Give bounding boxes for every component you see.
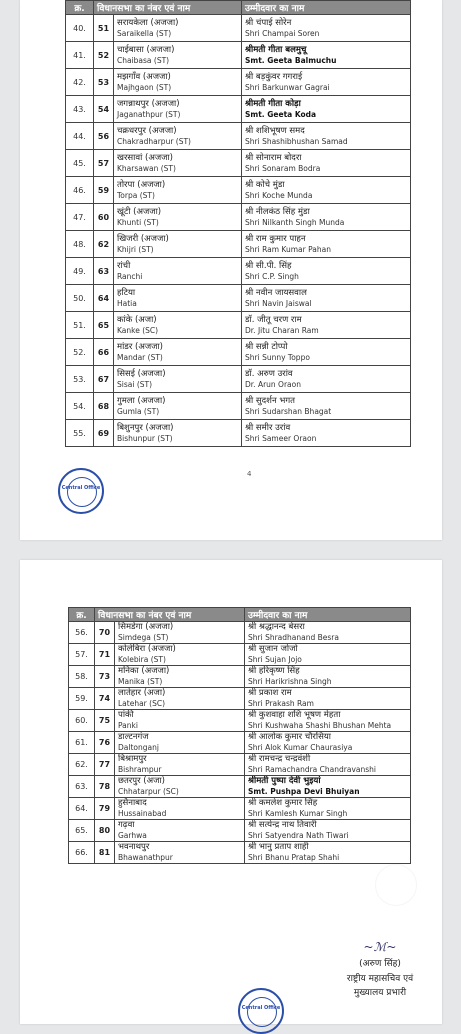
candidate-table-page-1	[65, 0, 411, 447]
serial-number: 47.	[66, 204, 94, 231]
constituency-number: 68	[94, 393, 114, 420]
candidate-name-hindi: श्री हरिकृष्ण सिंह	[248, 666, 300, 676]
header-candidate: उम्मीदवार का नाम	[245, 608, 411, 622]
serial-number: 54.	[66, 393, 94, 420]
constituency-cell	[114, 42, 242, 69]
candidate-cell	[242, 42, 411, 69]
candidate-name-hindi: श्री शशिभूषण समद	[245, 125, 305, 136]
candidate-cell	[242, 393, 411, 420]
constituency-number: 51	[94, 15, 114, 42]
candidate-name-hindi: श्रीमती गीता कोड़ा	[245, 98, 301, 109]
constituency-name-english: Hatia	[117, 298, 137, 308]
candidate-name-hindi: श्री सुदर्शन भगत	[245, 395, 295, 406]
candidate-name-english: Shri C.P. Singh	[245, 271, 299, 281]
candidate-name-english: Dr. Arun Oraon	[245, 379, 301, 389]
candidate-name-hindi: श्री आलोक कुमार चौरसिया	[248, 732, 331, 742]
table-row	[69, 842, 411, 864]
constituency-number: 59	[94, 177, 114, 204]
candidate-name-hindi: श्री नवीन जायसवाल	[245, 287, 307, 298]
candidate-name-english: Shri Sujan Jojo	[248, 655, 302, 664]
constituency-name-hindi: चक्रधरपुर (अजजा)	[117, 125, 177, 136]
constituency-cell	[114, 204, 242, 231]
candidate-name-english: Shri Sameer Oraon	[245, 433, 317, 443]
table-row	[69, 644, 411, 666]
constituency-cell	[114, 150, 242, 177]
candidate-name-english: Smt. Geeta Balmuchu	[245, 55, 337, 65]
candidate-cell	[242, 69, 411, 96]
candidate-name-hindi: डॉ. जीतू चरण राम	[245, 314, 302, 325]
serial-number: 50.	[66, 285, 94, 312]
candidate-name-hindi: श्रीमती गीता बलमुचू	[245, 44, 307, 55]
constituency-name-english: Bhawanathpur	[118, 853, 173, 862]
serial-number: 63.	[69, 776, 95, 798]
constituency-number: 57	[94, 150, 114, 177]
constituency-cell	[115, 798, 245, 820]
constituency-name-hindi: गुमला (अजजा)	[117, 395, 166, 406]
table-row	[69, 754, 411, 776]
constituency-cell	[115, 710, 245, 732]
constituency-name-hindi: हुसैनाबाद	[118, 798, 147, 808]
serial-number: 64.	[69, 798, 95, 820]
constituency-name-hindi: लातेहार (अजा)	[118, 688, 166, 698]
table-row	[66, 339, 411, 366]
candidate-name-english: Shri Ram Kumar Pahan	[245, 244, 331, 254]
candidate-name-hindi: श्री श्रद्धानन्द बेसरा	[248, 622, 305, 632]
candidate-name-english: Smt. Pushpa Devi Bhuiyan	[248, 787, 360, 796]
candidate-cell	[245, 820, 411, 842]
constituency-cell	[114, 123, 242, 150]
candidate-name-hindi: श्री कुशवाहा शशि भूषण मेहता	[248, 710, 341, 720]
serial-number: 55.	[66, 420, 94, 447]
serial-number: 66.	[69, 842, 95, 864]
document-page-2	[20, 560, 442, 1024]
candidate-name-english: Smt. Geeta Koda	[245, 109, 317, 119]
constituency-name-english: Gumla (ST)	[117, 406, 160, 416]
constituency-name-hindi: डाल्टनगंज	[118, 732, 149, 742]
candidate-name-english: Shri Champai Soren	[245, 28, 320, 38]
constituency-cell	[115, 820, 245, 842]
candidate-name-english: Dr. Jitu Charan Ram	[245, 325, 319, 335]
table-row	[66, 15, 411, 42]
table-row	[66, 42, 411, 69]
signature-block	[320, 940, 440, 1000]
constituency-name-english: Ranchi	[117, 271, 143, 281]
constituency-number: 69	[94, 420, 114, 447]
constituency-number: 77	[95, 754, 115, 776]
constituency-name-english: Latehar (SC)	[118, 699, 165, 708]
constituency-name-hindi: खिजरी (अजजा)	[117, 233, 169, 244]
constituency-number: 79	[95, 798, 115, 820]
signatory-name: (अरुण सिंह)	[359, 959, 401, 969]
candidate-name-english: Shri Harikrishna Singh	[248, 677, 332, 686]
constituency-name-english: Manika (ST)	[118, 677, 163, 686]
table-row	[66, 231, 411, 258]
constituency-number: 54	[94, 96, 114, 123]
constituency-name-english: Sisai (ST)	[117, 379, 153, 389]
header-constituency: विधानसभा का नंबर एवं नाम	[95, 608, 245, 622]
candidate-cell	[245, 666, 411, 688]
table-row	[69, 622, 411, 644]
candidate-name-english: Shri Shashibhushan Samad	[245, 136, 348, 146]
constituency-name-english: Daltonganj	[118, 743, 159, 752]
serial-number: 57.	[69, 644, 95, 666]
constituency-cell	[115, 776, 245, 798]
candidate-name-hindi: श्री बड़कुंवर गगराई	[245, 71, 303, 82]
constituency-name-hindi: भवनाथपुर	[118, 842, 150, 852]
constituency-name-hindi: कांके (अजा)	[117, 314, 157, 325]
candidate-name-hindi: डॉ. अरुण उरांव	[245, 368, 293, 379]
constituency-name-english: Kolebira (ST)	[118, 655, 166, 664]
table-row	[66, 258, 411, 285]
candidate-name-hindi: श्री सन्नी टोप्पो	[245, 341, 288, 352]
candidate-cell	[245, 644, 411, 666]
constituency-number: 74	[95, 688, 115, 710]
constituency-cell	[115, 666, 245, 688]
constituency-name-english: Panki	[118, 721, 138, 730]
serial-number: 48.	[66, 231, 94, 258]
serial-number: 43.	[66, 96, 94, 123]
candidate-cell	[242, 204, 411, 231]
table-row	[66, 204, 411, 231]
candidate-name-hindi: श्री कोचे मुंडा	[245, 179, 285, 190]
constituency-number: 66	[94, 339, 114, 366]
constituency-number: 64	[94, 285, 114, 312]
constituency-cell	[114, 285, 242, 312]
faded-watermark-icon	[375, 864, 417, 906]
candidate-name-hindi: श्री सत्येन्द्र नाथ तिवारी	[248, 820, 317, 830]
candidate-name-english: Shri Sunny Toppo	[245, 352, 310, 362]
table-row	[69, 688, 411, 710]
candidate-name-hindi: श्री रामचन्द्र चन्द्रवंशी	[248, 754, 311, 764]
header-sno: क्र.	[69, 608, 95, 622]
constituency-name-english: Jaganathpur (ST)	[117, 109, 181, 119]
candidate-name-english: Shri Sonaram Bodra	[245, 163, 321, 173]
table-row	[69, 798, 411, 820]
constituency-name-hindi: मनिका (अजजा)	[118, 666, 170, 676]
constituency-cell	[114, 177, 242, 204]
constituency-name-hindi: तोरपा (अजजा)	[117, 179, 166, 190]
serial-number: 53.	[66, 366, 94, 393]
serial-number: 52.	[66, 339, 94, 366]
constituency-cell	[114, 420, 242, 447]
table-row	[69, 666, 411, 688]
table-header-row	[69, 608, 411, 622]
candidate-name-hindi: श्री सी.पी. सिंह	[245, 260, 292, 271]
constituency-name-hindi: रांची	[117, 260, 131, 271]
constituency-number: 60	[94, 204, 114, 231]
candidate-cell	[242, 420, 411, 447]
constituency-name-hindi: खरसावां (अजजा)	[117, 152, 173, 163]
candidate-cell	[242, 312, 411, 339]
serial-number: 44.	[66, 123, 94, 150]
constituency-name-english: Chakradharpur (ST)	[117, 136, 191, 146]
header-sno: क्र.	[66, 1, 94, 15]
constituency-number: 56	[94, 123, 114, 150]
constituency-cell	[114, 366, 242, 393]
table-row	[66, 420, 411, 447]
constituency-name-english: Khunti (ST)	[117, 217, 159, 227]
constituency-name-hindi: कोलेबिरा (अजजा)	[118, 644, 176, 654]
constituency-cell	[114, 96, 242, 123]
candidate-name-english: Shri Alok Kumar Chaurasiya	[248, 743, 353, 752]
constituency-name-english: Torpa (ST)	[117, 190, 155, 200]
table-row	[66, 69, 411, 96]
table-row	[69, 732, 411, 754]
candidate-name-hindi: श्री कमलेश कुमार सिंह	[248, 798, 318, 808]
serial-number: 59.	[69, 688, 95, 710]
constituency-name-hindi: बिश्रामपुर	[118, 754, 147, 764]
table-row	[66, 312, 411, 339]
table-row	[66, 285, 411, 312]
constituency-name-hindi: पांकी	[118, 710, 134, 720]
candidate-cell	[245, 798, 411, 820]
constituency-name-hindi: मांडर (अजजा)	[117, 341, 163, 352]
candidate-cell	[245, 622, 411, 644]
page-number: 4	[247, 470, 252, 478]
constituency-cell	[114, 258, 242, 285]
serial-number: 40.	[66, 15, 94, 42]
constituency-cell	[115, 842, 245, 864]
constituency-number: 53	[94, 69, 114, 96]
constituency-name-hindi: मझगाँव (अजजा)	[117, 71, 171, 82]
constituency-number: 78	[95, 776, 115, 798]
constituency-name-english: Hussainabad	[118, 809, 167, 818]
constituency-name-english: Kanke (SC)	[117, 325, 159, 335]
constituency-number: 71	[95, 644, 115, 666]
serial-number: 62.	[69, 754, 95, 776]
candidate-cell	[242, 150, 411, 177]
candidate-cell	[242, 231, 411, 258]
constituency-name-english: Khijri (ST)	[117, 244, 154, 254]
handwritten-signature: ~ℳ~	[363, 940, 397, 954]
serial-number: 41.	[66, 42, 94, 69]
candidate-name-hindi: श्री सोनाराम बोदरा	[245, 152, 302, 163]
constituency-cell	[114, 231, 242, 258]
constituency-cell	[114, 312, 242, 339]
candidate-cell	[242, 366, 411, 393]
candidate-name-hindi: श्री भानु प्रताप शाही	[248, 842, 309, 852]
table-row	[66, 123, 411, 150]
candidate-name-english: Shri Nilkanth Singh Munda	[245, 217, 345, 227]
constituency-number: 73	[95, 666, 115, 688]
constituency-name-english: Saraikella (ST)	[117, 28, 172, 38]
serial-number: 49.	[66, 258, 94, 285]
constituency-name-english: Majhgaon (ST)	[117, 82, 172, 92]
candidate-cell	[245, 688, 411, 710]
constituency-number: 75	[95, 710, 115, 732]
constituency-number: 65	[94, 312, 114, 339]
candidate-name-english: Shri Prakash Ram	[248, 699, 314, 708]
constituency-name-english: Kharsawan (ST)	[117, 163, 176, 173]
header-candidate: उम्मीदवार का नाम	[242, 1, 411, 15]
candidate-table-page-2	[68, 607, 411, 864]
table-row	[66, 393, 411, 420]
candidate-name-english: Shri Navin Jaiswal	[245, 298, 312, 308]
constituency-name-hindi: गढ़वा	[118, 820, 135, 830]
constituency-name-hindi: सिमडेगा (अजजा)	[118, 622, 174, 632]
constituency-name-english: Simdega (ST)	[118, 633, 169, 642]
constituency-name-hindi: छतरपुर (अजा)	[118, 776, 165, 786]
serial-number: 60.	[69, 710, 95, 732]
table-row	[69, 710, 411, 732]
candidate-name-english: Shri Kamlesh Kumar Singh	[248, 809, 348, 818]
candidate-name-hindi: श्री चंपाई सोरेन	[245, 17, 292, 28]
candidate-cell	[245, 776, 411, 798]
constituency-cell	[114, 339, 242, 366]
constituency-number: 80	[95, 820, 115, 842]
candidate-name-hindi: श्री प्रकाश राम	[248, 688, 292, 698]
constituency-name-hindi: बिशुनपुर (अजजा)	[117, 422, 174, 433]
candidate-cell	[245, 842, 411, 864]
constituency-cell	[114, 393, 242, 420]
table-row	[66, 177, 411, 204]
signatory-title-line2: मुख्यालय प्रभारी	[353, 988, 407, 998]
signatory-title-line1: राष्ट्रीय महासचिव एवं	[346, 974, 414, 984]
table-row	[66, 150, 411, 177]
constituency-number: 63	[94, 258, 114, 285]
constituency-cell	[115, 622, 245, 644]
constituency-number: 76	[95, 732, 115, 754]
constituency-number: 62	[94, 231, 114, 258]
candidate-cell	[242, 15, 411, 42]
constituency-name-hindi: हटिया	[117, 287, 136, 298]
constituency-cell	[114, 15, 242, 42]
constituency-name-hindi: जगन्नाथपुर (अजजा)	[117, 98, 180, 109]
constituency-cell	[114, 69, 242, 96]
candidate-name-english: Shri Kushwaha Shashi Bhushan Mehta	[248, 721, 392, 730]
constituency-cell	[115, 644, 245, 666]
constituency-name-hindi: सरायकेला (अजजा)	[117, 17, 179, 28]
candidate-cell	[242, 96, 411, 123]
serial-number: 58.	[69, 666, 95, 688]
candidate-cell	[242, 258, 411, 285]
serial-number: 65.	[69, 820, 95, 842]
candidate-name-hindi: श्री राम कुमार पाहन	[245, 233, 306, 244]
constituency-cell	[115, 688, 245, 710]
candidate-name-english: Shri Bhanu Pratap Shahi	[248, 853, 340, 862]
header-constituency: विधानसभा का नंबर एवं नाम	[94, 1, 242, 15]
table-row	[66, 366, 411, 393]
candidate-cell	[242, 339, 411, 366]
constituency-name-hindi: खूंटी (अजजा)	[117, 206, 162, 217]
constituency-cell	[115, 732, 245, 754]
constituency-number: 70	[95, 622, 115, 644]
candidate-name-hindi: श्रीमती पुष्पा देवी भुइयां	[248, 776, 321, 786]
constituency-name-english: Chhatarpur (SC)	[118, 787, 179, 796]
candidate-name-hindi: श्री सुजान जोजो	[248, 644, 298, 654]
candidate-cell	[245, 732, 411, 754]
serial-number: 61.	[69, 732, 95, 754]
constituency-name-english: Garhwa	[118, 831, 147, 840]
serial-number: 46.	[66, 177, 94, 204]
constituency-name-hindi: चाईबासा (अजजा)	[117, 44, 175, 55]
candidate-cell	[242, 285, 411, 312]
constituency-number: 81	[95, 842, 115, 864]
candidate-cell	[245, 710, 411, 732]
party-seal-stamp: Central Office	[238, 988, 284, 1034]
serial-number: 45.	[66, 150, 94, 177]
constituency-name-english: Bishrampur	[118, 765, 162, 774]
candidate-name-english: Shri Shradhanand Besra	[248, 633, 339, 642]
constituency-number: 52	[94, 42, 114, 69]
constituency-name-hindi: सिसई (अजजा)	[117, 368, 166, 379]
table-row	[66, 96, 411, 123]
party-seal-stamp: Central Office	[58, 468, 104, 514]
constituency-name-english: Bishunpur (ST)	[117, 433, 173, 443]
constituency-name-english: Chaibasa (ST)	[117, 55, 170, 65]
constituency-number: 67	[94, 366, 114, 393]
serial-number: 42.	[66, 69, 94, 96]
candidate-name-english: Shri Ramachandra Chandravanshi	[248, 765, 376, 774]
candidate-name-hindi: श्री समीर उरांव	[245, 422, 291, 433]
candidate-cell	[242, 123, 411, 150]
candidate-name-english: Shri Koche Munda	[245, 190, 313, 200]
table-header-row	[66, 1, 411, 15]
constituency-name-english: Mandar (ST)	[117, 352, 163, 362]
candidate-name-english: Shri Satyendra Nath Tiwari	[248, 831, 349, 840]
serial-number: 51.	[66, 312, 94, 339]
candidate-name-english: Shri Barkunwar Gagrai	[245, 82, 330, 92]
table-row	[69, 820, 411, 842]
candidate-name-english: Shri Sudarshan Bhagat	[245, 406, 332, 416]
serial-number: 56.	[69, 622, 95, 644]
candidate-name-hindi: श्री नीलकंठ सिंह मुंडा	[245, 206, 310, 217]
candidate-cell	[245, 754, 411, 776]
table-row	[69, 776, 411, 798]
constituency-cell	[115, 754, 245, 776]
candidate-cell	[242, 177, 411, 204]
document-page-1	[20, 0, 442, 540]
